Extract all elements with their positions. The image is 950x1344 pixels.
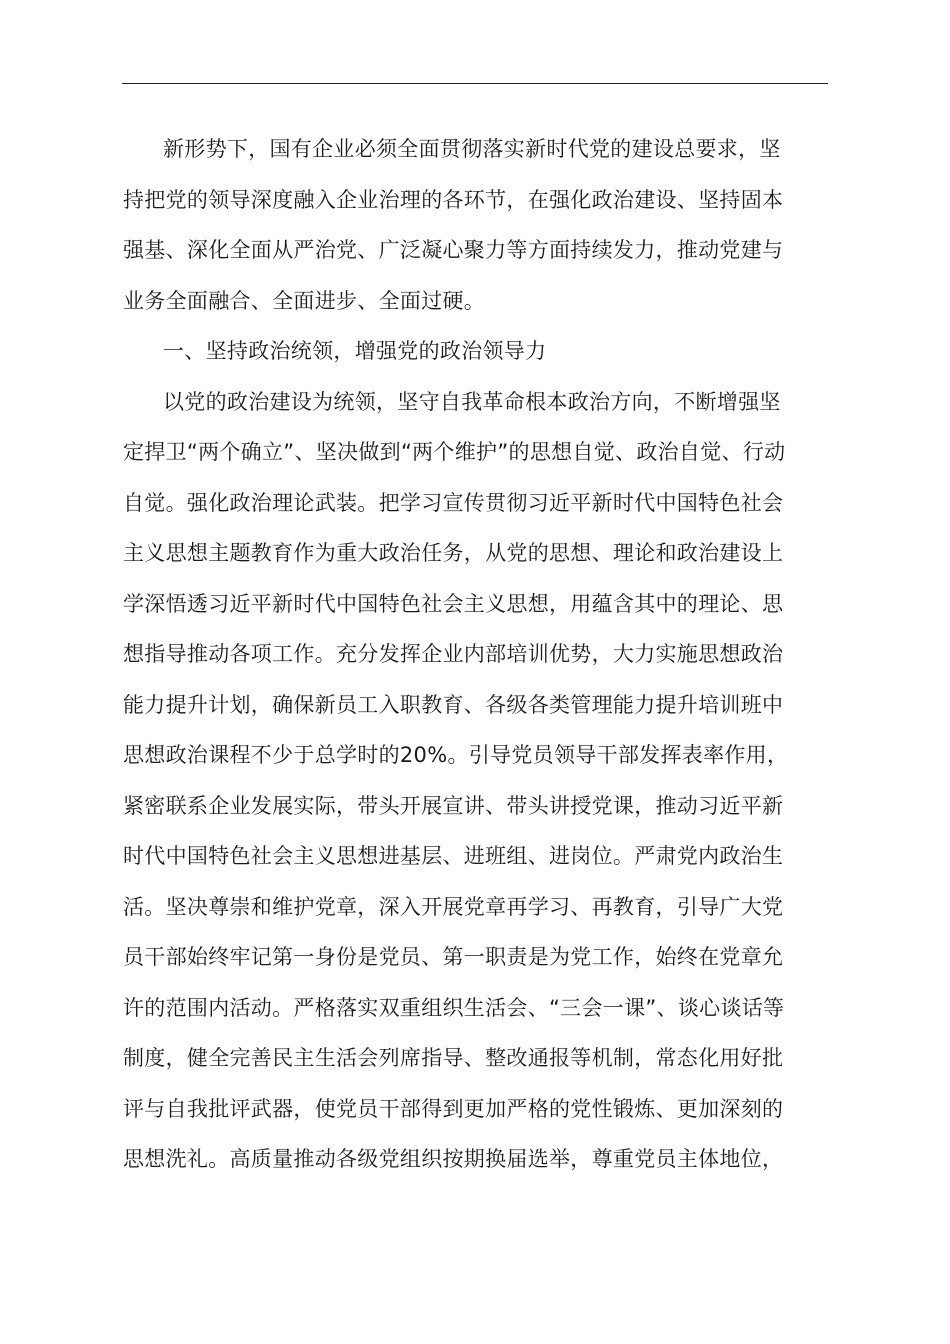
text-line: 持把党的领导深度融入企业治理的各环节，在强化政治建设、坚持固本 — [123, 187, 784, 212]
text-line: 活。坚决尊崇和维护党章，深入开展党章再学习、再教育，引导广大党 — [123, 894, 784, 919]
text-line: 业务全面融合、全面进步、全面过硬。 — [123, 288, 486, 313]
text-line: 以党的政治建设为统领，坚守自我革命根本政治方向，不断增强坚 — [163, 389, 781, 414]
document-body — [123, 124, 823, 1185]
text-line: 时代中国特色社会主义思想进基层、进班组、进岗位。严肃党内政治生 — [123, 844, 784, 868]
text-line: 思想政治课程不少于总学时的20%。引导党员领导干部发挥表率作用， — [123, 743, 789, 767]
section-body-paragraph — [123, 377, 823, 1185]
text-line: 评与自我批评武器，使党员干部得到更加严格的党性锻炼、更加深刻的 — [123, 1096, 784, 1121]
text-line: 制度，健全完善民主生活会列席指导、整改通报等机制，常态化用好批 — [123, 1046, 784, 1070]
text-line: 主义思想主题教育作为重大政治任务，从党的思想、理论和政治建设上 — [123, 541, 784, 565]
text-line: 紧密联系企业发展实际，带头开展宣讲、带头讲授党课，推动习近平新 — [123, 793, 784, 818]
text-line: 能力提升计划，确保新员工入职教育、各级各类管理能力提升培训班中 — [123, 692, 784, 717]
text-line: 新形势下，国有企业必须全面贯彻落实新时代党的建设总要求，坚 — [163, 137, 781, 161]
intro-paragraph — [123, 124, 823, 326]
text-line: 学深悟透习近平新时代中国特色社会主义思想，用蕴含其中的理论、思 — [123, 591, 784, 616]
text-line: 员干部始终牢记第一身份是党员、第一职责是为党工作，始终在党章允 — [123, 945, 784, 969]
heading-line: 一、坚持政治统领，增强党的政治领导力 — [163, 339, 547, 363]
text-line: 自觉。强化政治理论武装。把学习宣传贯彻习近平新时代中国特色社会 — [123, 490, 784, 515]
text-line: 许的范围内活动。严格落实双重组织生活会、“三会一课”、谈心谈话等 — [123, 995, 785, 1020]
text-line: 思想洗礼。高质量推动各级党组织按期换届选举，尊重党员主体地位， — [123, 1147, 784, 1171]
text-line: 定捍卫“两个确立”、坚决做到“两个维护”的思想自觉、政治自觉、行动 — [123, 440, 786, 464]
section-heading — [123, 326, 823, 377]
text-line: 强基、深化全面从严治党、广泛凝心聚力等方面持续发力，推动党建与 — [123, 238, 784, 262]
text-line: 想指导推动各项工作。充分发挥企业内部培训优势，大力实施思想政治 — [123, 642, 784, 666]
header-rule — [122, 83, 828, 84]
